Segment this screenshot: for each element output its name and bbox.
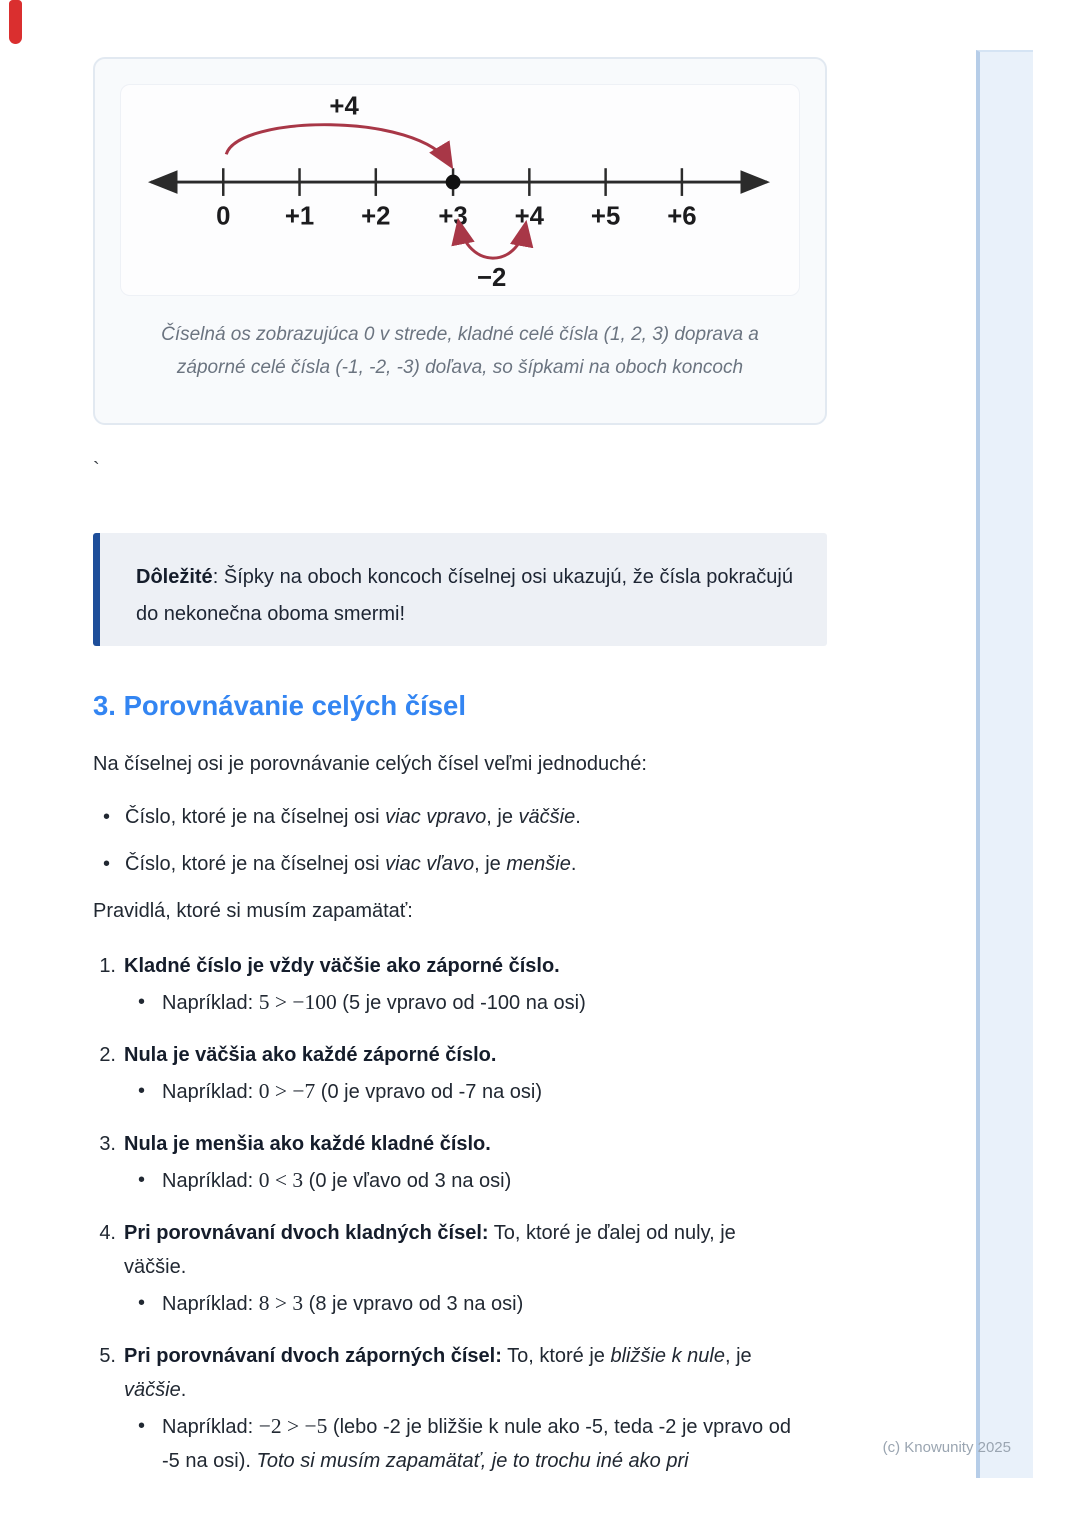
important-callout	[93, 533, 827, 646]
jump-label-plus4: +4	[329, 92, 359, 121]
stray-backtick: `	[93, 459, 100, 481]
tick-label: +2	[361, 202, 391, 231]
intro-paragraph: Na číselnej osi je porovnávanie celých čísel veľmi jednoduché:	[93, 753, 647, 775]
rule-example: • Napríklad: 0 > −7 (0 je vpravo od -7 na osi)	[124, 1074, 542, 1109]
rule-number: 5.	[99, 1345, 116, 1367]
rule-example: • Napríklad: −2 > −5 (lebo -2 je bližšie k nule ako -5, teda -2 je vpravo od -5 na osi). Toto si musím zapamätať, je to trochu iné ako pri	[124, 1409, 796, 1478]
rule-item	[93, 1038, 827, 1109]
tick-label: +4	[514, 202, 545, 231]
tick-label: +6	[667, 202, 697, 231]
jump-arc-plus4	[226, 125, 450, 165]
rule-example: • Napríklad: 8 > 3 (8 je vpravo od 3 na osi)	[124, 1286, 794, 1321]
rule-item	[93, 1127, 827, 1198]
bullet-item: • Číslo, ktoré je na číselnej osi viac vľavo, je menšie.	[93, 847, 827, 881]
tick-label: +5	[590, 202, 621, 231]
rule-item	[93, 1339, 827, 1478]
rule-title: Kladné číslo je vždy väčšie ako záporné číslo.	[124, 955, 560, 977]
caption-line: Číselná os zobrazujúca 0 v strede, kladné celé čísla (1, 2, 3) doprava a	[161, 324, 759, 345]
jump-label-minus2: −2	[477, 264, 507, 293]
copyright-watermark: (c) Knowunity 2025	[882, 1439, 1011, 1456]
rule-item	[93, 949, 827, 1020]
rule-item	[93, 1216, 827, 1321]
bullet-list	[93, 800, 827, 881]
tick-label: 0	[216, 202, 231, 231]
rule-number: 4.	[99, 1222, 116, 1244]
bullet-item: • Číslo, ktoré je na číselnej osi viac vpravo, je väčšie.	[93, 800, 827, 834]
tick-label: +1	[284, 202, 315, 231]
caption-line: záporné celé čísla (-1, -2, -3) doľava, so šípkami na oboch koncoch	[176, 357, 744, 378]
callout-text: Dôležité: Šípky na oboch koncoch číselnej osi ukazujú, že čísla pokračujú do nekonečna oboma smermi!	[136, 566, 793, 625]
rule-example: • Napríklad: 5 > −100 (5 je vpravo od -100 na osi)	[124, 985, 586, 1020]
figure-caption	[95, 318, 825, 384]
red-selection-marker	[9, 0, 22, 44]
figure-card	[93, 57, 827, 425]
rule-title: Pri porovnávaní dvoch záporných čísel: To, ktoré je bližšie k nule, je väčšie.	[124, 1345, 752, 1401]
number-line-diagram	[121, 85, 799, 295]
note-content	[93, 57, 827, 1496]
rule-example: • Napríklad: 0 < 3 (0 je vľavo od 3 na osi)	[124, 1163, 511, 1198]
rule-number: 1.	[99, 955, 116, 977]
tick-label: +3	[438, 202, 468, 231]
tick-labels	[216, 203, 696, 231]
right-margin-panel	[976, 50, 1033, 1478]
rule-title: Nula je menšia ako každé kladné číslo.	[124, 1133, 491, 1155]
section-heading: 3. Porovnávanie celých čísel	[93, 690, 466, 721]
rules-list	[93, 949, 827, 1478]
rule-title: Nula je väčšia ako každé záporné číslo.	[124, 1044, 497, 1066]
rule-number: 2.	[99, 1044, 116, 1066]
rule-number: 3.	[99, 1133, 116, 1155]
figure-panel	[120, 84, 800, 296]
current-point-dot	[446, 175, 461, 190]
rules-intro: Pravidlá, ktoré si musím zapamätať:	[93, 900, 413, 922]
rule-title: Pri porovnávaní dvoch kladných čísel: To, ktoré je ďalej od nuly, je väčšie.	[124, 1222, 736, 1278]
